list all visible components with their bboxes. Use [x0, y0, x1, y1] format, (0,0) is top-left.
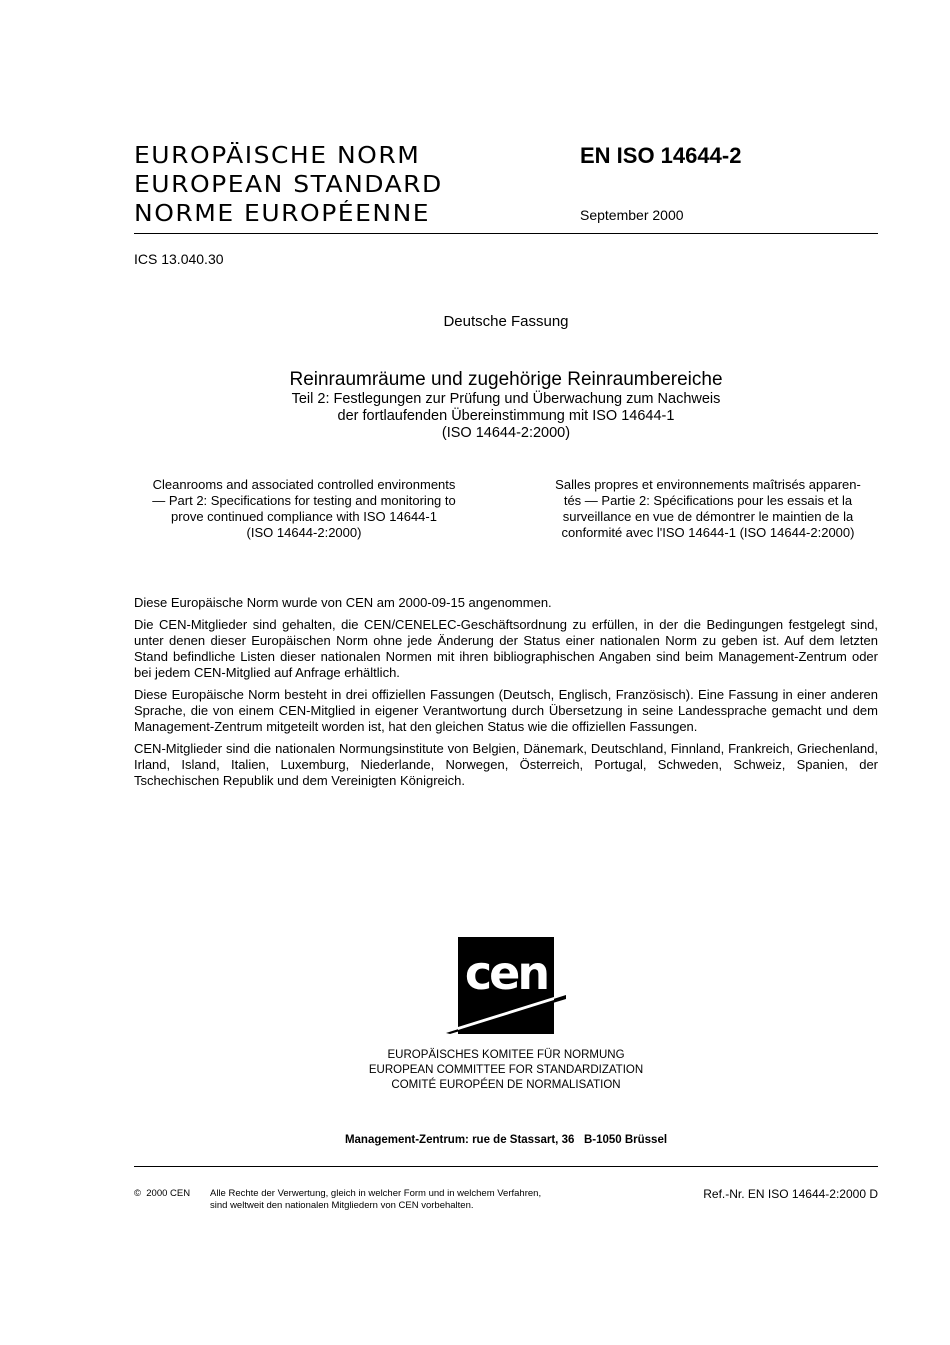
paragraph-official-versions: Diese Europäische Norm besteht in drei offiziellen Fassungen (Deutsch, Englisch, Französisch). Eine Fassung in einer anderen Sprache, die von einem CEN-Mitglied in eigener Verantwortung durch Übersetzung in seine Landessprache gemacht und dem Management-Zentrum mitgeteilt worden ist, hat den gleichen Status wie die offiziellen Fassungen. — [134, 687, 878, 734]
paragraph-adoption: Diese Europäische Norm wurde von CEN am 2000-09-15 angenommen. — [134, 595, 552, 610]
title-english: EUROPEAN STANDARD — [134, 171, 443, 198]
copyright-notice: © 2000 CEN — [134, 1188, 191, 1199]
committee-names — [306, 1048, 706, 1093]
french-title — [538, 477, 878, 541]
paragraph-members-obligation: Die CEN-Mitglieder sind gehalten, die CEN/CENELEC-Geschäftsordnung zu erfüllen, in der die Bedingungen festgelegt sind, unter denen dieser Europäischen Norm ohne jede Änderung der Status einer nationalen Norm zu geben ist. Auf dem letzten Stand befindliche Listen dieser nationalen Normen mit ihren bibliographischen Angaben sind beim Management-Zentrum oder bei jedem CEN-Mitglied auf Anfrage erhältlich. — [134, 617, 878, 680]
ics-code: ICS 13.040.30 — [134, 251, 224, 267]
version-label: Deutsche Fassung — [443, 313, 569, 330]
german-subtitle-line: Teil 2: Festlegungen zur Prüfung und Überwachung zum Nachweis — [291, 391, 721, 407]
footer-divider — [134, 1166, 878, 1167]
committee-name-french: COMITÉ EUROPÉEN DE NORMALISATION — [391, 1079, 621, 1091]
standard-number: EN ISO 14644-2 — [580, 143, 742, 168]
rights-notice-line: Alle Rechte der Verwertung, gleich in welcher Form und in welchem Verfahren, — [210, 1188, 542, 1199]
committee-name-german: EUROPÄISCHES KOMITEE FÜR NORMUNG — [387, 1049, 625, 1061]
english-title-line: (ISO 14644-2:2000) — [246, 525, 362, 540]
english-title-line: Cleanrooms and associated controlled environments — [152, 477, 456, 492]
rights-notice-line: sind weltweit den nationalen Mitgliedern von CEN vorbehalten. — [210, 1200, 474, 1211]
cen-logo-text: cen — [464, 946, 548, 1000]
header-divider — [134, 233, 878, 234]
german-subtitle-line: (ISO 14644-2:2000) — [441, 425, 571, 441]
paragraph-member-list: CEN-Mitglieder sind die nationalen Normungsinstitute von Belgien, Dänemark, Deutschland, Finnland, Frankreich, Griechenland, Irland, Island, Italien, Luxemburg, Niederlande, Norwegen, Österreich, Portugal, Schweden, Schweiz, Spanien, der Tschechischen Republik und dem Vereinigten Königreich. — [134, 741, 878, 788]
french-title-line: Salles propres et environnements maîtrisés apparen- — [555, 477, 861, 492]
french-title-line: surveillance en vue de démontrer le maintien de la — [562, 509, 854, 524]
cen-logo-icon — [446, 937, 568, 1034]
body-text — [134, 595, 878, 795]
title-german: EUROPÄISCHE NORM — [134, 142, 421, 169]
rights-notice — [210, 1188, 541, 1212]
management-centre-address: Management-Zentrum: rue de Stassart, 36 B-1050 Brüssel — [344, 1134, 668, 1146]
reference-number: Ref.-Nr. EN ISO 14644-2:2000 D — [703, 1187, 878, 1201]
english-title-line: — Part 2: Specifications for testing and monitoring to — [152, 493, 456, 508]
document-title-block — [134, 142, 443, 229]
french-title-line: tés — Partie 2: Spécifications pour les essais et la — [563, 493, 853, 508]
french-title-line: conformité avec l'ISO 14644-1 (ISO 14644-2:2000) — [561, 525, 855, 540]
english-title-line: prove continued compliance with ISO 14644-1 — [171, 509, 437, 524]
german-subtitle-line: der fortlaufenden Übereinstimmung mit ISO 14644-1 — [337, 408, 675, 424]
german-main-title: Reinraumräume und zugehörige Reinraumbereiche — [289, 369, 723, 390]
english-title — [134, 477, 474, 541]
publication-date: September 2000 — [580, 207, 684, 223]
committee-name-english: EUROPEAN COMMITTEE FOR STANDARDIZATION — [368, 1064, 644, 1076]
title-french: NORME EUROPÉENNE — [134, 200, 431, 227]
german-title — [134, 368, 878, 442]
